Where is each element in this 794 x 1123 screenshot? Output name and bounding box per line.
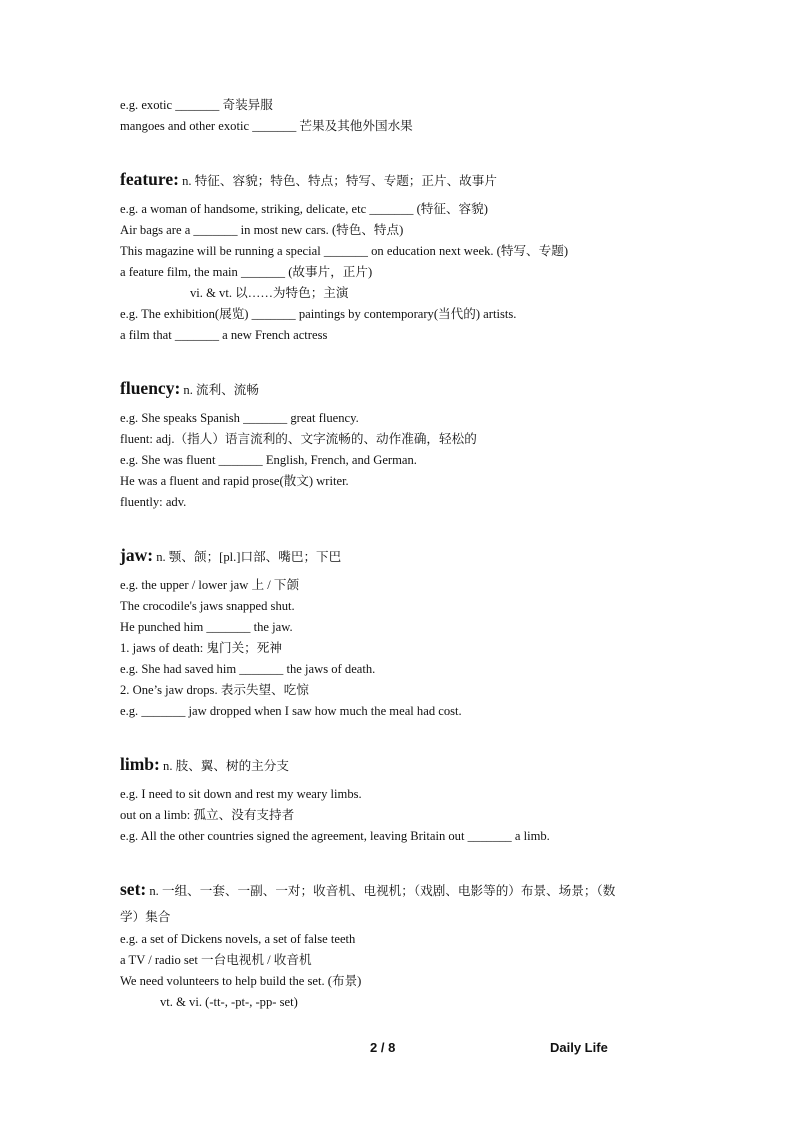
example-line: e.g. the upper / lower jaw 上 / 下颌 xyxy=(120,578,300,592)
example-line: a TV / radio set 一台电视机 / 收音机 xyxy=(120,953,312,967)
footer-title: Daily Life xyxy=(550,1040,608,1055)
entry-heading-jaw xyxy=(120,544,341,568)
example-line: Air bags are a _______ in most new cars. (特色、特点) xyxy=(120,223,404,237)
headword: limb: xyxy=(120,754,160,774)
entry-heading-set xyxy=(120,878,615,902)
headword: jaw: xyxy=(120,545,154,565)
headword: feature: xyxy=(120,169,179,189)
example-line: e.g. The exhibition(展览) _______ paintings by contemporary(当代的) artists. xyxy=(120,307,517,321)
example-line: out on a limb: 孤立、没有支持者 xyxy=(120,808,295,822)
definition: n. 肢、翼、树的主分支 xyxy=(159,759,289,773)
sub-definition: vi. & vt. 以……为特色；主演 xyxy=(190,286,349,300)
example-line: e.g. I need to sit down and rest my weary limbs. xyxy=(120,787,362,801)
definition: n. 颚、颌；[pl.]口部、嘴巴；下巴 xyxy=(153,550,342,564)
definition-continuation: 学）集合 xyxy=(120,910,171,924)
example-line: a film that _______ a new French actress xyxy=(120,328,328,342)
example-line: e.g. _______ jaw dropped when I saw how much the meal had cost. xyxy=(120,704,462,718)
headword: fluency: xyxy=(120,378,181,398)
example-line: a feature film, the main _______ (故事片，正片) xyxy=(120,265,373,279)
definition: n. 流利、流畅 xyxy=(180,383,259,397)
example-line: e.g. She was fluent _______ English, French, and German. xyxy=(120,453,417,467)
headword: set: xyxy=(120,879,147,899)
entry-heading-fluency xyxy=(120,377,259,401)
example-line: fluently: adv. xyxy=(120,495,187,509)
example-line: e.g. She speaks Spanish _______ great fluency. xyxy=(120,411,359,425)
definition: n. 一组、一套、一副、一对；收音机、电视机；（戏剧、电影等的）布景、场景；（数 xyxy=(146,884,616,898)
example-line: e.g. All the other countries signed the agreement, leaving Britain out _______ a limb. xyxy=(120,829,550,843)
example-line: This magazine will be running a special _______ on education next week. (特写、专题) xyxy=(120,244,569,258)
example-line: e.g. a woman of handsome, striking, delicate, etc _______ (特征、容貌) xyxy=(120,202,488,216)
example-line: We need volunteers to help build the set. (布景) xyxy=(120,974,362,988)
example-line: He punched him _______ the jaw. xyxy=(120,620,293,634)
example-line: e.g. She had saved him _______ the jaws of death. xyxy=(120,662,376,676)
page-number: 2 / 8 xyxy=(370,1040,396,1055)
entry-heading-feature xyxy=(120,168,497,192)
example-line: 2. One’s jaw drops. 表示失望、吃惊 xyxy=(120,683,309,697)
sub-definition: vt. & vi. (-tt-, -pt-, -pp- set) xyxy=(160,995,298,1009)
definition: n. 特征、容貌；特色、特点；特写、专题；正片、故事片 xyxy=(178,174,497,188)
example-line: mangoes and other exotic _______ 芒果及其他外国水果 xyxy=(120,119,413,133)
example-line: The crocodile's jaws snapped shut. xyxy=(120,599,295,613)
example-line: e.g. a set of Dickens novels, a set of false teeth xyxy=(120,932,356,946)
example-line: fluent: adj.（指人）语言流利的、文字流畅的、动作准确，轻松的 xyxy=(120,432,477,446)
entry-heading-limb xyxy=(120,753,289,777)
example-line: 1. jaws of death: 鬼门关；死神 xyxy=(120,641,282,655)
example-line: e.g. exotic _______ 奇装异服 xyxy=(120,98,273,112)
example-line: He was a fluent and rapid prose(散文) writer. xyxy=(120,474,349,488)
